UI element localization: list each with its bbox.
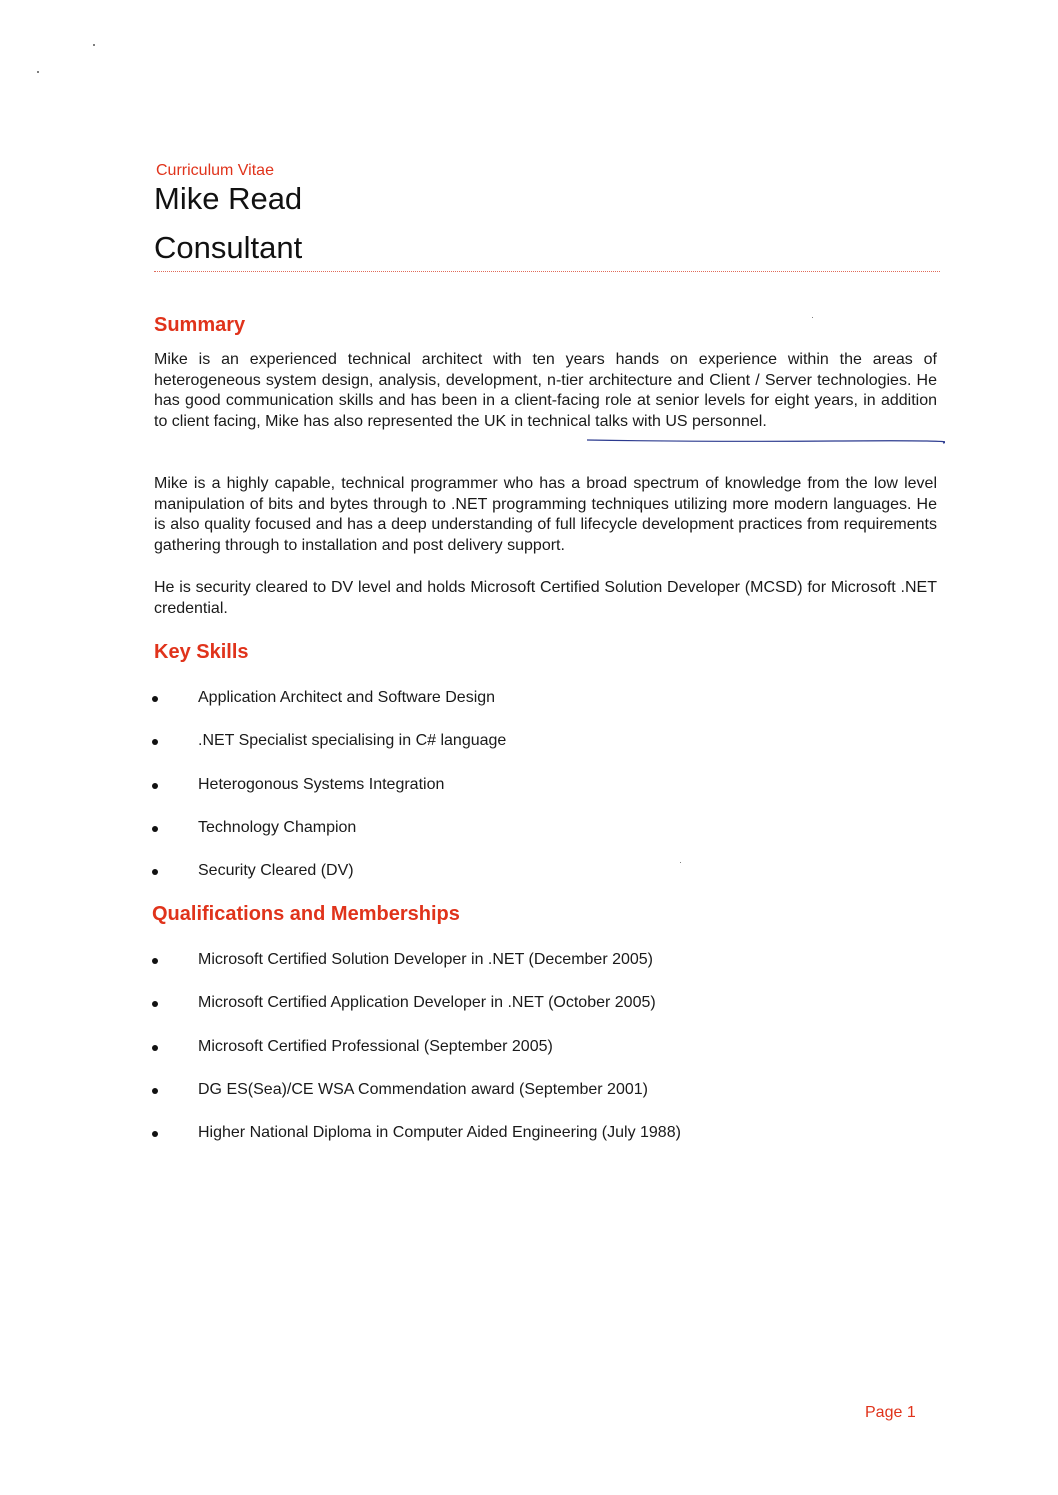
qualifications-heading: Qualifications and Memberships <box>152 903 460 925</box>
list-item <box>152 994 852 1037</box>
skill-text: Security Cleared (DV) <box>198 862 354 880</box>
list-item <box>152 862 852 905</box>
bullet-icon <box>152 783 158 789</box>
qualification-text: Microsoft Certified Professional (September 2005) <box>198 1037 553 1055</box>
qualifications-list <box>152 951 852 1167</box>
page-number: Page 1 <box>865 1404 916 1421</box>
person-name: Mike Read <box>154 181 303 216</box>
qualification-text: DG ES(Sea)/CE WSA Commendation award (September 2001) <box>198 1080 648 1098</box>
list-item <box>152 1081 852 1124</box>
list-item <box>152 819 852 862</box>
skill-text: .NET Specialist specialising in C# language <box>198 732 507 750</box>
list-item <box>152 951 852 994</box>
key-skills-heading: Key Skills <box>154 641 249 663</box>
bullet-icon <box>152 869 158 875</box>
scan-speck <box>37 71 39 73</box>
qualification-text: Microsoft Certified Application Developer in .NET (October 2005) <box>198 994 656 1012</box>
bullet-icon <box>152 958 158 964</box>
scan-speck <box>93 44 95 46</box>
skill-text: Application Architect and Software Design <box>198 689 496 706</box>
list-item <box>152 1038 852 1081</box>
bullet-icon <box>152 826 158 832</box>
handwritten-underline <box>585 438 945 444</box>
bullet-icon <box>152 1001 158 1007</box>
summary-paragraph: He is security cleared to DV level and holds Microsoft Certified Solution Developer (MCSD) for Microsoft .NET credential. <box>154 579 937 617</box>
list-item <box>152 776 852 819</box>
job-title: Consultant <box>154 230 303 265</box>
skill-text: Technology Champion <box>198 818 357 836</box>
list-item <box>152 732 852 775</box>
list-item <box>152 689 852 732</box>
summary-heading: Summary <box>154 314 246 336</box>
key-skills-list <box>152 689 852 905</box>
bullet-icon <box>152 1045 158 1051</box>
qualification-text: Higher National Diploma in Computer Aided Engineering (July 1988) <box>198 1124 681 1142</box>
bullet-icon <box>152 1131 158 1137</box>
bullet-icon <box>152 739 158 745</box>
summary-paragraph: Mike is a highly capable, technical programmer who has a broad spectrum of knowledge from the low level manipulation of bits and bytes through to .NET programming techniques utilizing more modern languages. He is also quality focused and has a deep understanding of full lifecycle development practices from requirements gathering through to installation and post delivery support. <box>154 475 937 554</box>
scan-speck <box>812 317 813 318</box>
summary-paragraph: Mike is an experienced technical architect with ten years hands on experience within the areas of heterogeneous system design, analysis, development, n-tier architecture and Client / Server technologies. He has good communication skills and has been in a client-facing role at senior levels for eight years, in addition to client facing, Mike has also represented the UK in technical talks with US personnel. <box>154 351 937 430</box>
bullet-icon <box>152 696 158 702</box>
qualification-text: Microsoft Certified Solution Developer in .NET (December 2005) <box>198 951 654 968</box>
list-item <box>152 1124 852 1167</box>
bullet-icon <box>152 1088 158 1094</box>
document-type-label: Curriculum Vitae <box>156 162 274 179</box>
title-divider <box>154 271 940 272</box>
skill-text: Heterogonous Systems Integration <box>198 775 445 793</box>
